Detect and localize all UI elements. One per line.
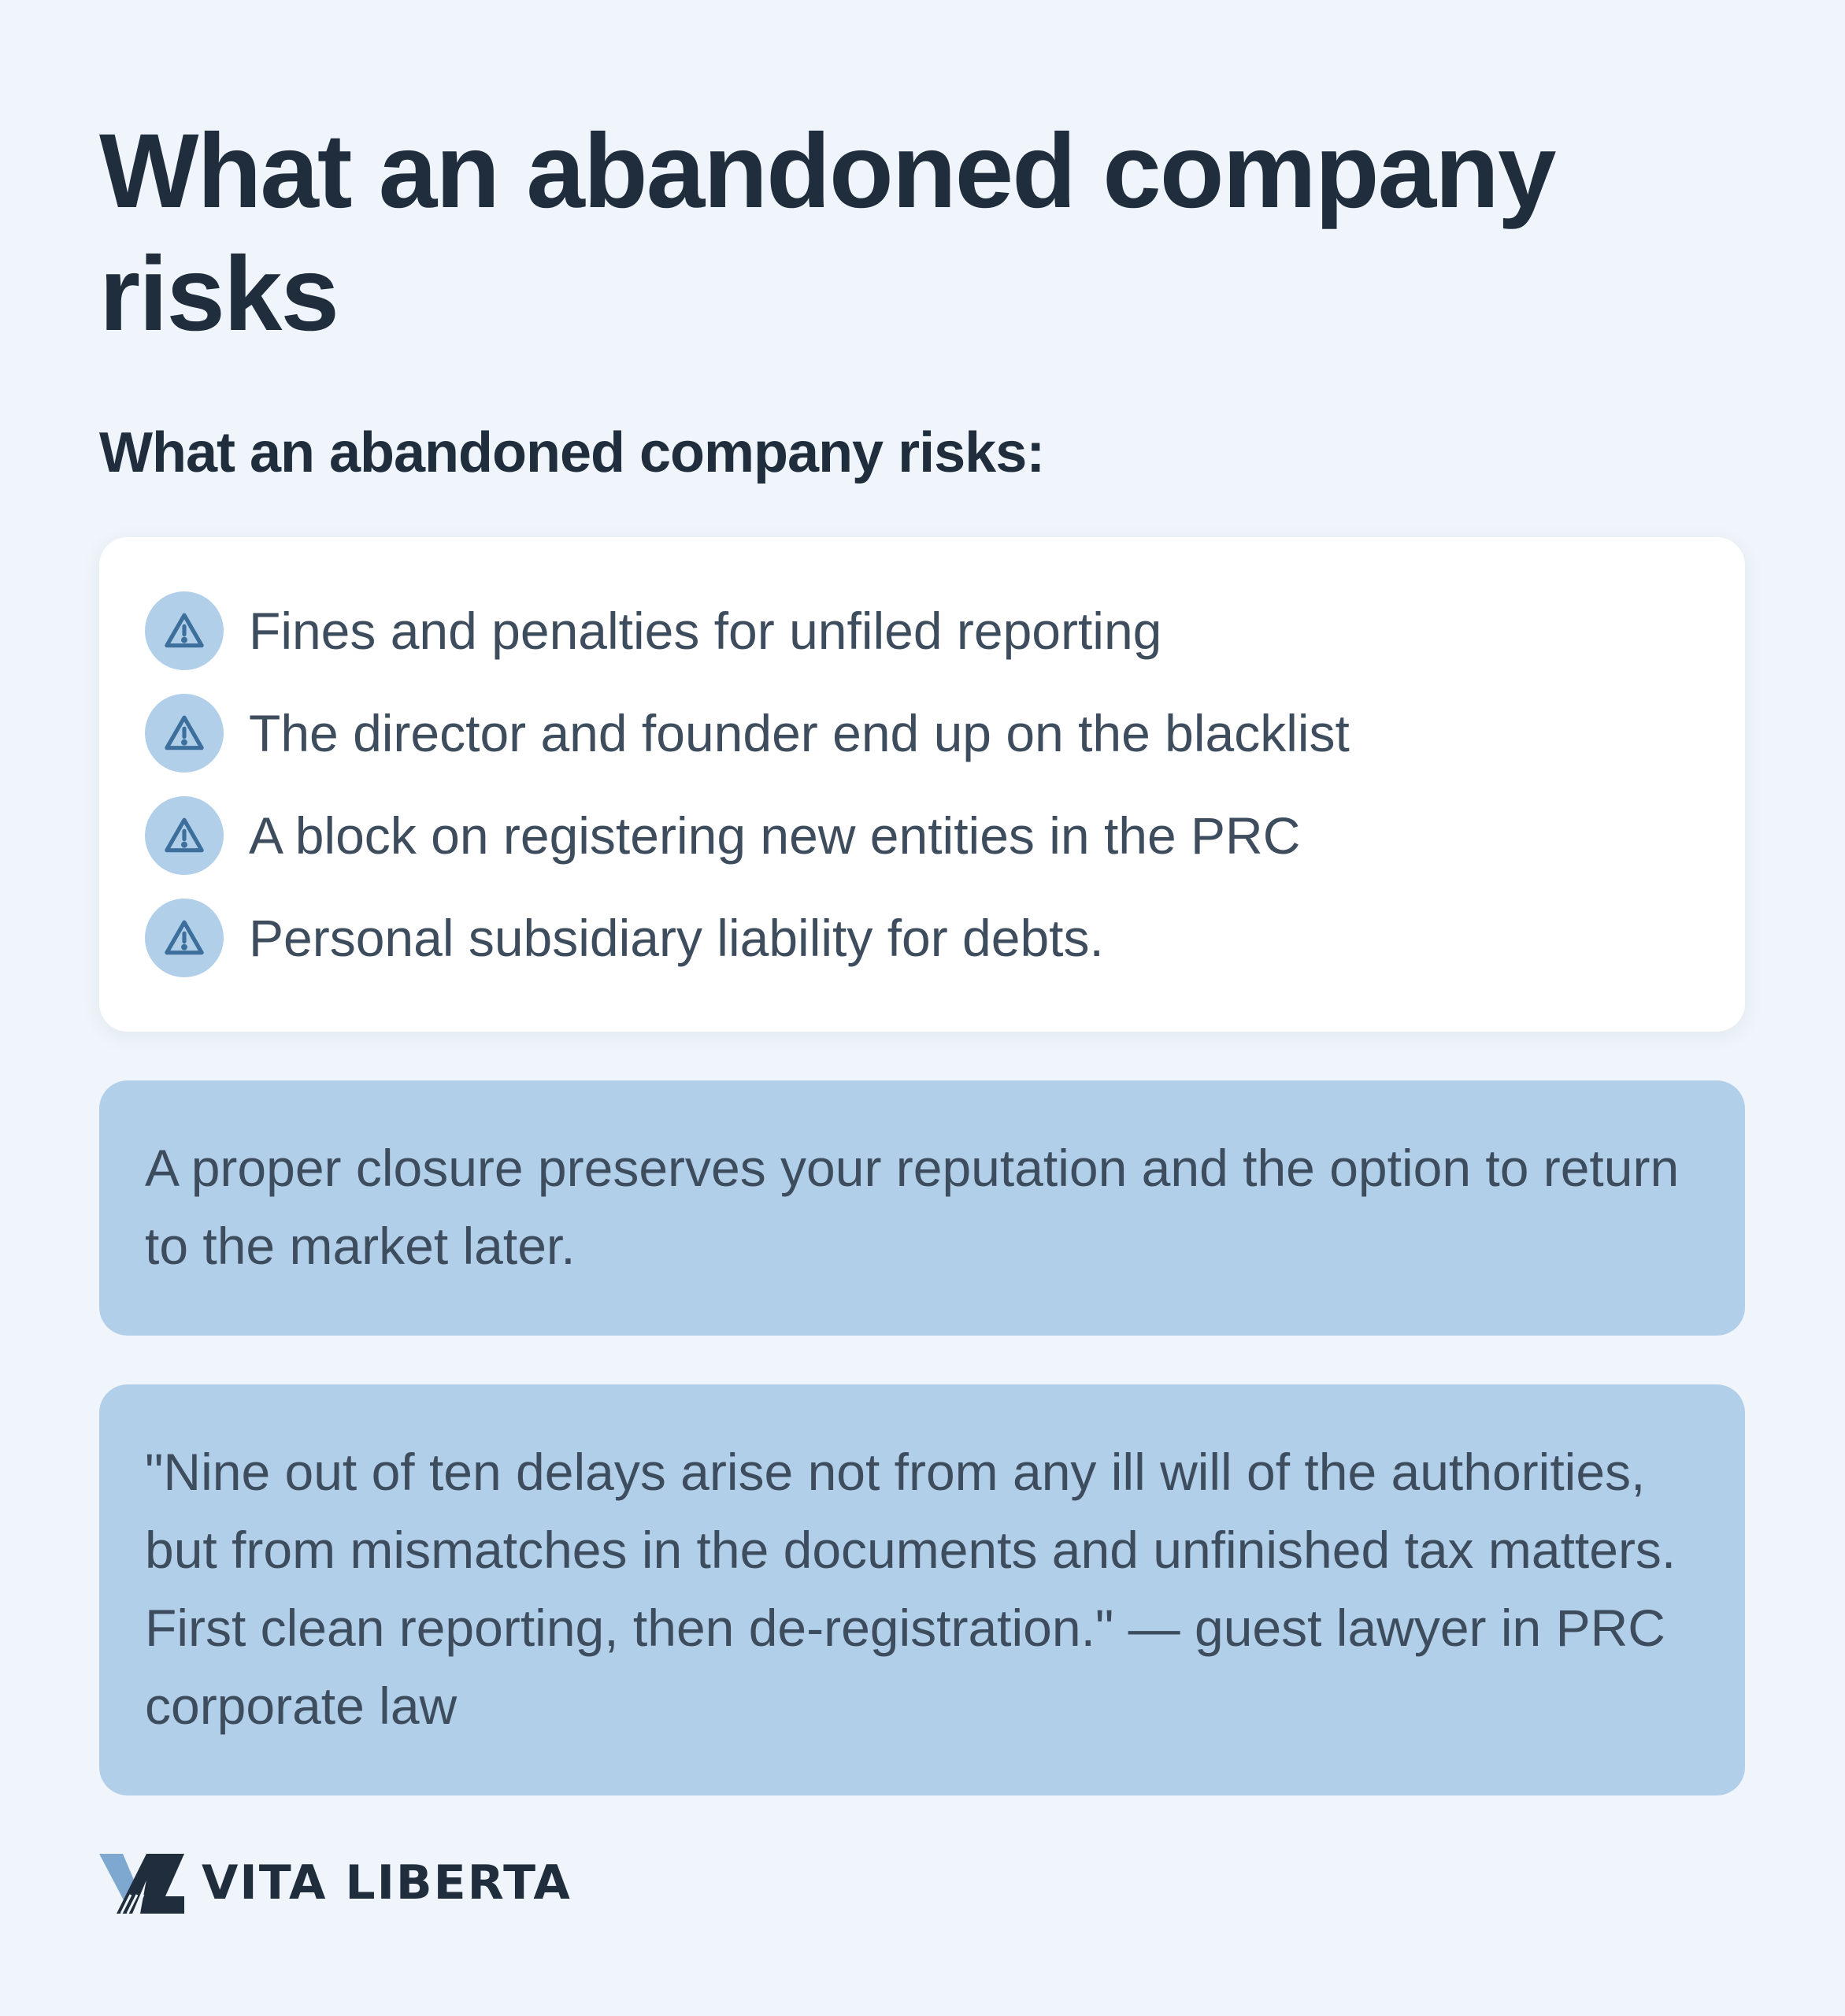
risk-list-card — [99, 537, 1745, 1032]
risk-item-label: The director and founder end up on the blacklist — [249, 704, 1350, 762]
brand-footer — [99, 1851, 572, 1915]
risk-item-label: Fines and penalties for unfiled reporting — [249, 602, 1162, 660]
warning-triangle-icon — [145, 591, 224, 670]
list-item — [145, 682, 1699, 784]
page-title: What an abandoned company risks — [99, 113, 1555, 353]
warning-triangle-icon — [145, 796, 224, 875]
vita-liberta-logo-icon — [99, 1851, 184, 1915]
warning-triangle-icon — [145, 694, 224, 773]
lawyer-quote-card — [99, 1384, 1745, 1796]
closure-note-card — [99, 1080, 1745, 1336]
risk-list — [145, 580, 1699, 989]
closure-note-text: A proper closure preserves your reputation and the option to return to the market later. — [145, 1139, 1680, 1275]
list-item — [145, 887, 1699, 989]
warning-triangle-icon — [145, 899, 224, 977]
list-item — [145, 580, 1699, 682]
risk-item-label: Personal subsidiary liability for debts. — [249, 909, 1104, 967]
section-subtitle: What an abandoned company risks: — [99, 421, 1045, 484]
lawyer-quote-text: "Nine out of ten delays arise not from any ill will of the authorities, but from mismatches in the documents and unfinished tax matters. First clean reporting, then de-registration." — guest lawyer in PRC corporate law — [145, 1443, 1676, 1735]
risk-item-label: A block on registering new entities in the PRC — [249, 806, 1301, 865]
brand-name: VITA LIBERTA — [202, 1855, 572, 1910]
list-item — [145, 784, 1699, 887]
page-content — [99, 110, 1745, 1796]
